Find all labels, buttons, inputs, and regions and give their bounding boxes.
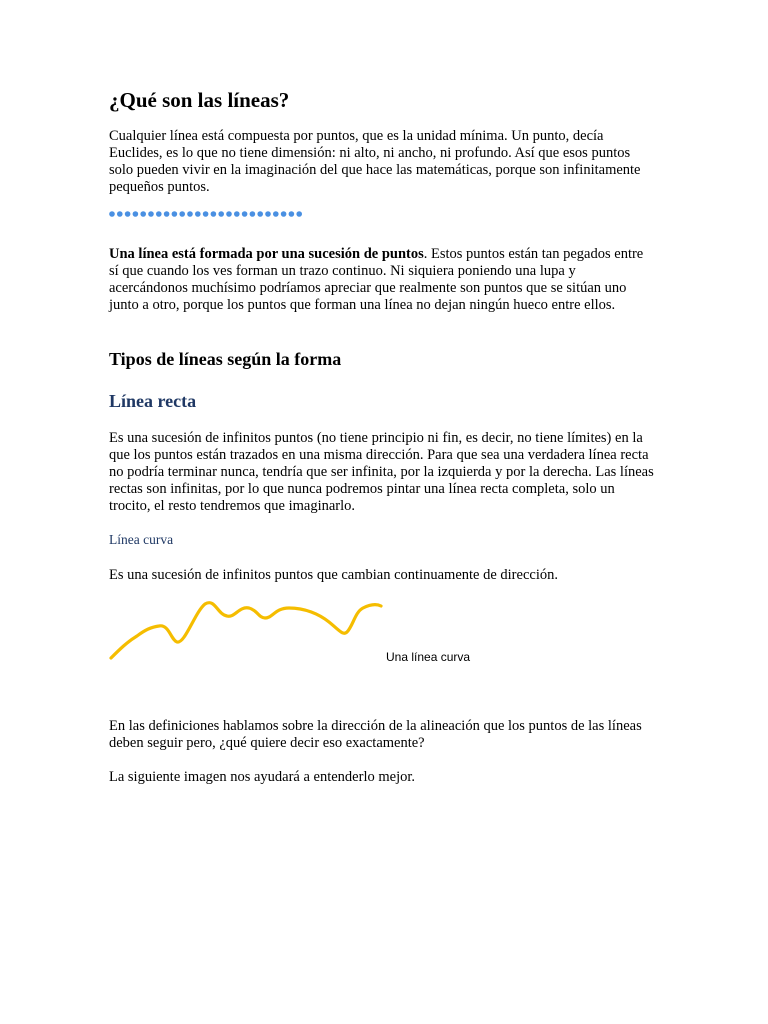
paragraph-definiciones: En las definiciones hablamos sobre la dirección de la alineación que los puntos de las líneas deben seguir pero, ¿qué quiere decir eso exactamente?: [109, 718, 642, 751]
caption-linea-curva: Una línea curva: [386, 650, 471, 664]
dot-mark: [242, 211, 248, 217]
dot-mark: [117, 211, 123, 217]
dot-mark: [133, 211, 139, 217]
dot-mark: [257, 211, 263, 217]
dot-mark: [234, 211, 240, 217]
paragraph-sucesion: [109, 246, 654, 314]
paragraph-sucesion-rest: . Estos puntos están tan pegados entre sí que cuando los ves forman un trazo continuo. Ni siquiera poniendo una lupa y acercándonos muchísimo podríamos apreciar que realmente son puntos que se sitúan uno junto a otro, porque los puntos que forman una línea no dejan ningún hueco entre ellos.: [109, 246, 644, 313]
dot-mark: [211, 211, 217, 217]
dot-mark: [179, 211, 185, 217]
dot-mark: [172, 211, 178, 217]
paragraph-siguiente-imagen: La siguiente imagen nos ayudará a entenderlo mejor.: [109, 769, 416, 785]
paragraph-linea-recta: Es una sucesión de infinitos puntos (no tiene principio ni fin, es decir, no tiene límites) en la que los puntos están trazados en una misma dirección. Para que sea una verdadera línea recta no podría terminar nunca, tendría que ser infinita, por la izquierda y por la derecha. Las líneas rectas son infinitas, por lo que nunca podremos pintar una línea recta completa, solo un trocito, el resto tendremos que imaginarlo.: [109, 430, 654, 514]
heading-tipos-de-lineas: Tipos de líneas según la forma: [109, 349, 342, 369]
dot-mark: [226, 211, 232, 217]
dot-mark: [265, 211, 271, 217]
dot-mark: [289, 211, 295, 217]
dot-mark: [125, 211, 131, 217]
heading-linea-recta: Línea recta: [109, 391, 197, 411]
dot-mark: [148, 211, 154, 217]
wavy-curve-line-icon: [109, 596, 389, 662]
dot-mark: [203, 211, 209, 217]
heading-linea-curva: Línea curva: [109, 532, 174, 547]
dot-mark: [250, 211, 256, 217]
dot-mark: [195, 211, 201, 217]
dot-mark: [164, 211, 170, 217]
dot-mark: [156, 211, 162, 217]
dot-mark: [218, 211, 224, 217]
dot-mark: [273, 211, 279, 217]
paragraph-sucesion-bold: Una línea está formada por una sucesión de puntos: [109, 246, 424, 262]
dot-mark: [187, 211, 193, 217]
dot-mark: [109, 211, 115, 217]
heading-que-son-las-lineas: ¿Qué son las líneas?: [109, 88, 290, 112]
dotted-line-icon: [109, 209, 309, 219]
dot-mark: [281, 211, 287, 217]
paragraph-intro: Cualquier línea está compuesta por puntos, que es la unidad mínima. Un punto, decía Euclides, es lo que no tiene dimensión: ni alto, ni ancho, ni profundo. Así que esos puntos solo pueden vivir en la imaginación del que hace las matemáticas, porque son infinitamente pequeños puntos.: [109, 128, 641, 195]
dot-mark: [296, 211, 302, 217]
paragraph-linea-curva: Es una sucesión de infinitos puntos que cambian continuamente de dirección.: [109, 567, 558, 583]
dot-mark: [140, 211, 146, 217]
